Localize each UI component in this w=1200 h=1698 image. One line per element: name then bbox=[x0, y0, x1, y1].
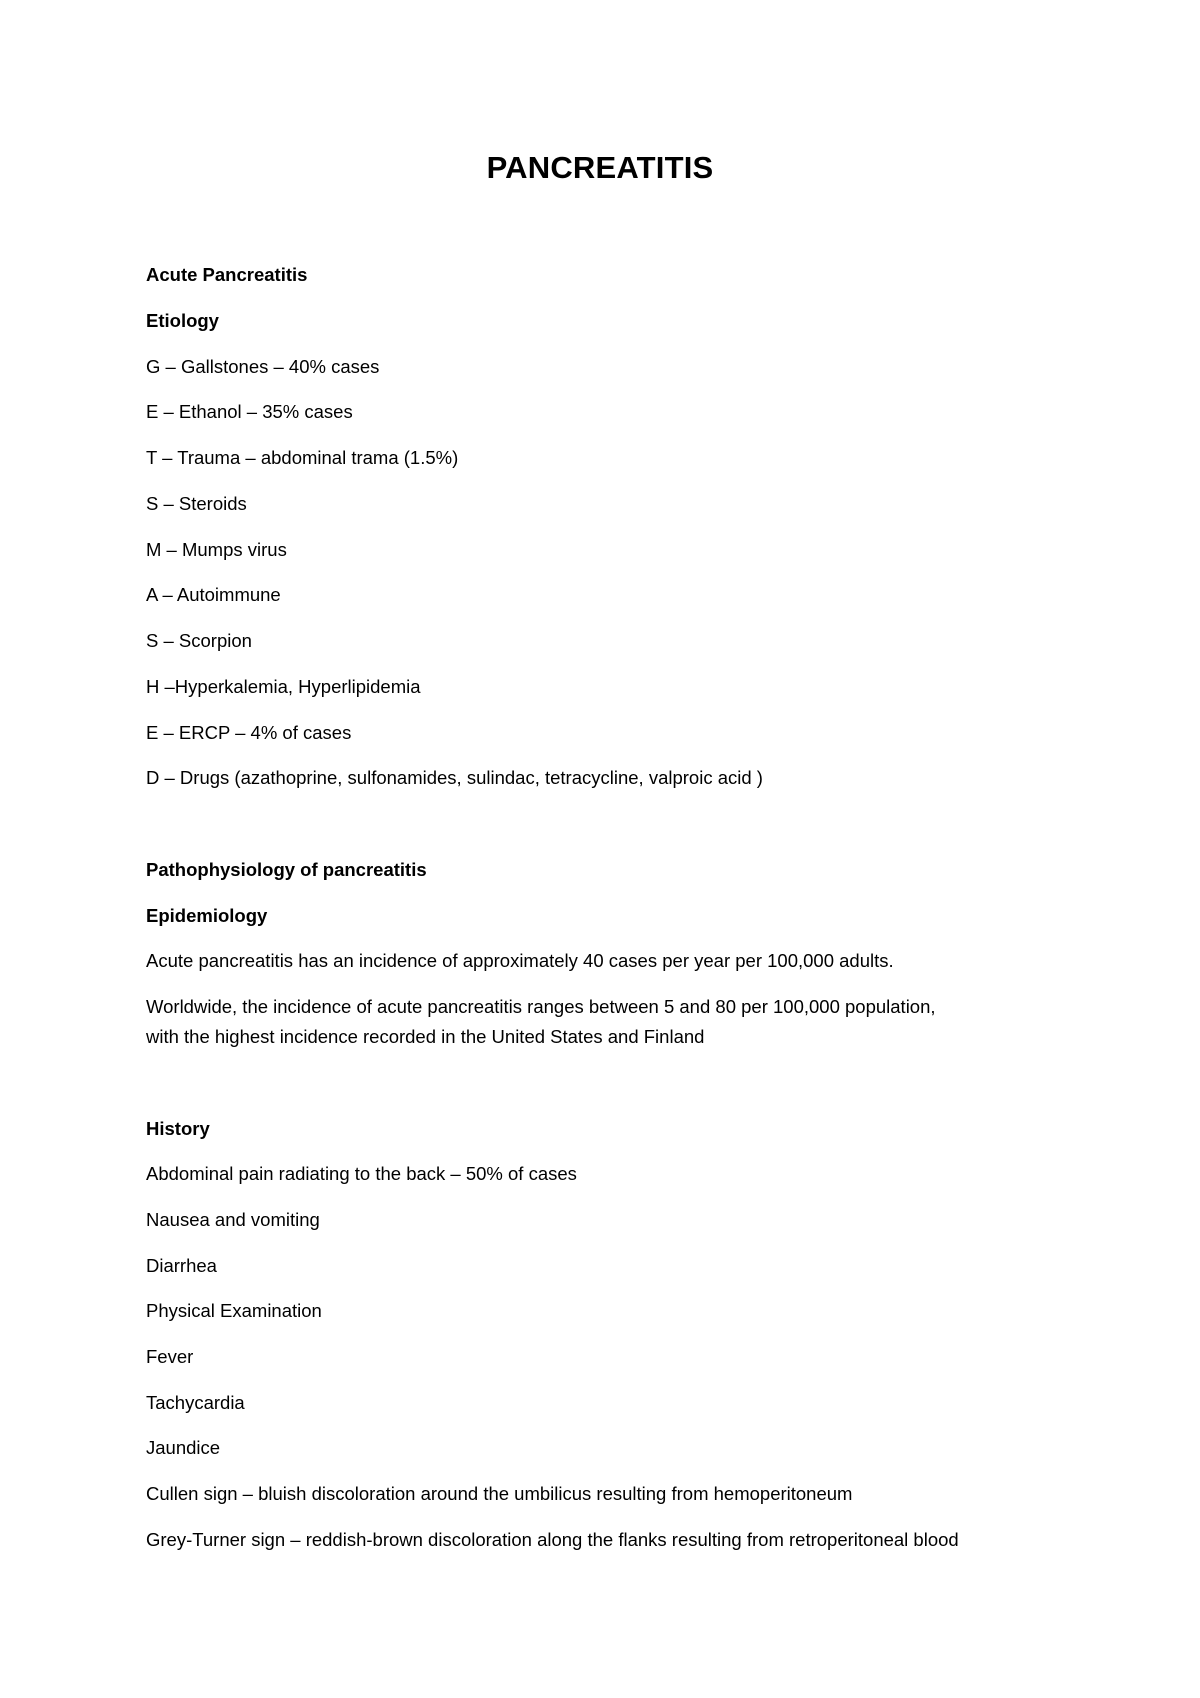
etiology-item: G – Gallstones – 40% cases bbox=[146, 356, 380, 377]
history-item: Nausea and vomiting bbox=[146, 1209, 320, 1230]
history-item: Cullen sign – bluish discoloration around the umbilicus resulting from hemoperitoneum bbox=[146, 1483, 853, 1504]
epidemiology-paragraph: Worldwide, the incidence of acute pancreatitis ranges between 5 and 80 per 100,000 population, bbox=[146, 996, 936, 1017]
history-item: Fever bbox=[146, 1346, 194, 1367]
history-item: Abdominal pain radiating to the back – 50% of cases bbox=[146, 1163, 577, 1184]
etiology-item: S – Steroids bbox=[146, 493, 247, 514]
epidemiology-paragraph: with the highest incidence recorded in the United States and Finland bbox=[146, 1026, 705, 1047]
etiology-item: A – Autoimmune bbox=[146, 584, 281, 605]
section-heading-acute-pancreatitis: Acute Pancreatitis bbox=[146, 264, 308, 285]
etiology-item: D – Drugs (azathoprine, sulfonamides, sulindac, tetracycline, valproic acid ) bbox=[146, 767, 763, 788]
heading-etiology: Etiology bbox=[146, 310, 219, 331]
heading-epidemiology: Epidemiology bbox=[146, 905, 268, 926]
etiology-item: E – ERCP – 4% of cases bbox=[146, 722, 352, 743]
epidemiology-paragraph: Acute pancreatitis has an incidence of approximately 40 cases per year per 100,000 adults. bbox=[146, 950, 894, 971]
history-item: Tachycardia bbox=[146, 1392, 245, 1413]
etiology-item: T – Trauma – abdominal trama (1.5%) bbox=[146, 447, 459, 468]
history-item: Diarrhea bbox=[146, 1255, 217, 1276]
heading-pathophysiology: Pathophysiology of pancreatitis bbox=[146, 859, 427, 880]
etiology-item: M – Mumps virus bbox=[146, 539, 287, 560]
heading-history: History bbox=[146, 1118, 210, 1139]
document-title: PANCREATITIS bbox=[486, 150, 714, 185]
etiology-item: E – Ethanol – 35% cases bbox=[146, 401, 353, 422]
etiology-item: S – Scorpion bbox=[146, 630, 252, 651]
etiology-item: H –Hyperkalemia, Hyperlipidemia bbox=[146, 676, 421, 697]
history-item: Jaundice bbox=[146, 1437, 221, 1458]
history-item: Grey-Turner sign – reddish-brown discoloration along the flanks resulting from retroperitoneal blood bbox=[146, 1529, 959, 1550]
history-item: Physical Examination bbox=[146, 1300, 322, 1321]
